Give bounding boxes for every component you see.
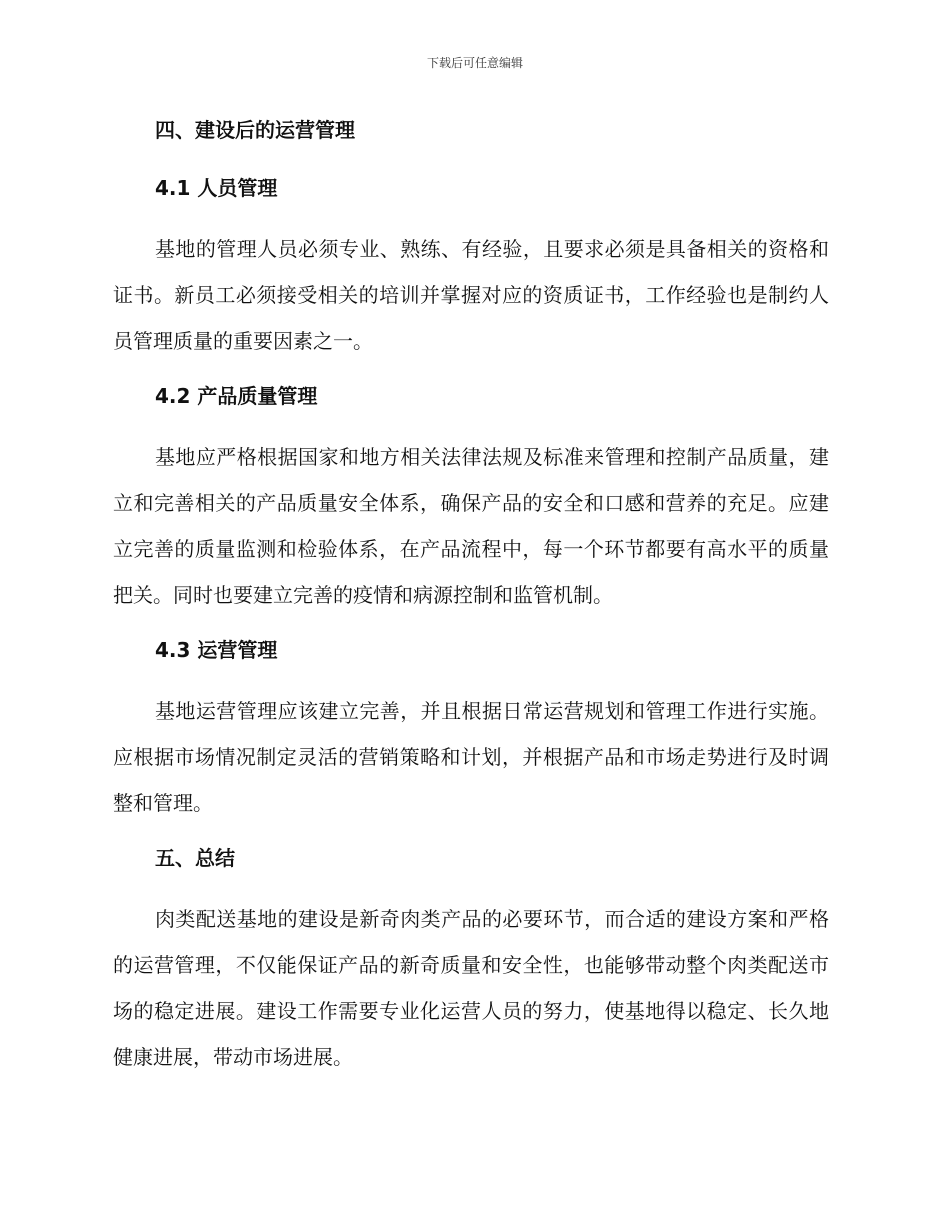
paragraph-summary: 肉类配送基地的建设是新奇肉类产品的必要环节，而合适的建设方案和严格的运营管理，不仅能保证产品的新奇质量和安全性，也能够带动整个肉类配送市场的稳定进展。建设工作需要专业化运营人员的努力，使基地得以稳定、长久地健康进展，带动市场进展。 <box>113 907 829 1069</box>
page-header: 下载后可任意编辑 <box>426 56 523 70</box>
document-body <box>113 110 829 1092</box>
paragraph-personnel: 基地的管理人员必须专业、熟练、有经验，且要求必须是具备相关的资格和证书。新员工必须接受相关的培训并掌握对应的资质证书，工作经验也是制约人员管理质量的重要因素之一。 <box>113 237 829 353</box>
paragraph-quality: 基地应严格根据国家和地方相关法律法规及标准来管理和控制产品质量，建立和完善相关的产品质量安全体系，确保产品的安全和口感和营养的充足。应建立完善的质量监测和检验体系，在产品流程中，每一个环节都要有高水平的质量把关。同时也要建立完善的疫情和病源控制和监管机制。 <box>113 445 829 607</box>
section-heading-operations: 四、建设后的运营管理 <box>155 118 355 142</box>
paragraph-operations: 基地运营管理应该建立完善，并且根据日常运营规划和管理工作进行实施。应根据市场情况制定灵活的营销策略和计划，并根据产品和市场走势进行及时调整和管理。 <box>113 699 829 815</box>
section-heading-summary: 五、总结 <box>155 846 235 870</box>
subheading-personnel: 4.1 人员管理 <box>155 176 278 200</box>
subheading-operations: 4.3 运营管理 <box>155 638 278 662</box>
subheading-quality: 4.2 产品质量管理 <box>155 384 318 408</box>
